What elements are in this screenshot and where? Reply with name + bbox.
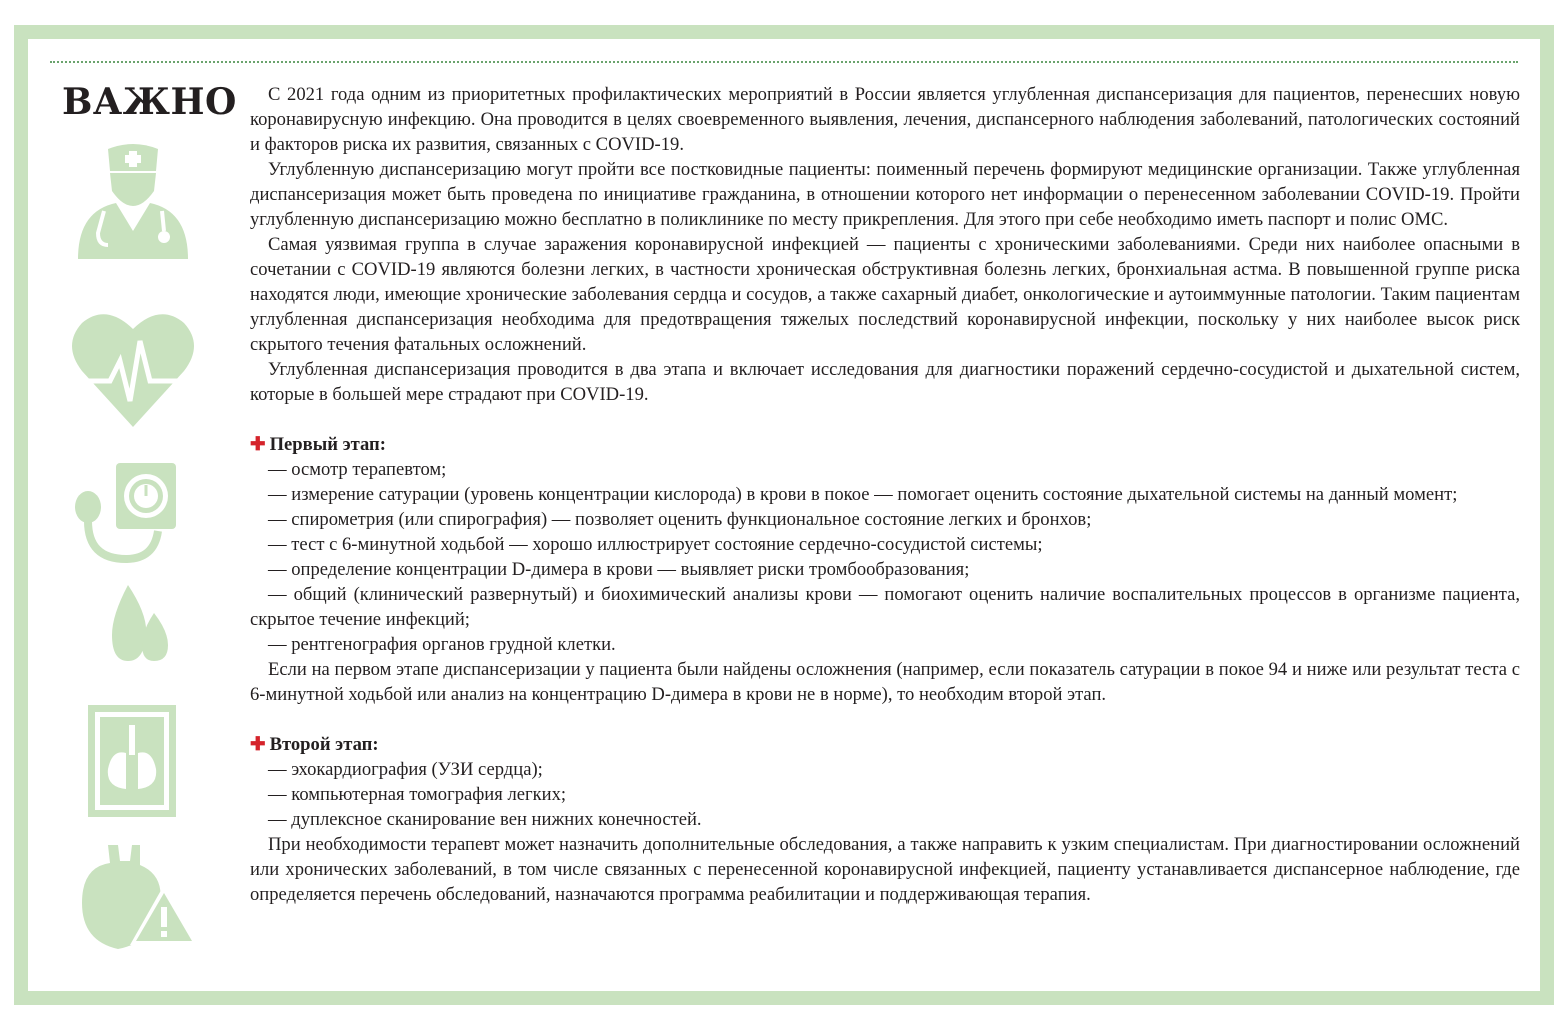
- stage2-note: При необходимости терапевт может назначить дополнительные обследования, а также направить к узким специалистам. При диагностировании осложнений или хронических заболеваний, в том числе связанных с перенесенной коронавирусной инфекцией, пациенту устанавливается диспансерное наблюдение, где определяется перечень обследований, назначаются программа реабилитации и поддерживающая терапия.: [250, 834, 1520, 905]
- red-cross-icon: ✚: [250, 434, 266, 455]
- stage1-item: — определение концентрации D-димера в крови — выявляет риски тромбообразования;: [268, 559, 970, 580]
- stage2-item: — эхокардиография (УЗИ сердца);: [268, 759, 543, 780]
- stage2-title: ✚ Второй этап:: [250, 734, 379, 755]
- intro-paragraph-2: Углубленную диспансеризацию могут пройти все постковидные пациенты: поименный перечень формируют медицинские организации. Также углубленная диспансеризация может быть проведена по инициативе гражданина, в отношении которого нет информации о перенесенном заболевании COVID-19. Пройти углубленную диспансеризацию можно бесплатно в поликлинике по месту прикрепления. Для этого при себе необходимо иметь паспорт и полис ОМС.: [250, 159, 1520, 230]
- stage1-title: ✚ Первый этап:: [250, 434, 386, 455]
- intro-paragraph-3: Самая уязвимая группа в случае заражения коронавирусной инфекцией — пациенты с хроническими заболеваниями. Среди них наиболее опасными в сочетании с COVID-19 являются болезни легких, в частности хроническая обструктивная болезнь легких, бронхиальная астма. В повышенной группе риска находятся люди, имеющие хронические заболевания сердца и сосудов, а также сахарный диабет, онкологические и аутоиммунные патологии. Таким пациентам углубленная диспансеризация необходима для предотвращения тяжелых последствий коронавирусной инфекции, поскольку у них наиболее высок риск скрытого течения фатальных осложнений.: [250, 234, 1520, 355]
- heart-warning-icon: [68, 841, 198, 951]
- lungs-xray-icon: [68, 703, 198, 819]
- blood-drops-icon: [68, 585, 198, 665]
- intro-paragraph-1: С 2021 года одним из приоритетных профилактических мероприятий в России является углубленная диспансеризация для пациентов, перенесших новую коронавирусную инфекцию. Она проводится в целях своевременного выявления, лечения, диспансерного наблюдения заболеваний, патологических состояний и факторов риска их развития, связанных с COVID-19.: [250, 84, 1520, 155]
- red-cross-icon: ✚: [250, 734, 266, 755]
- stage1-note: Если на первом этапе диспансеризации у пациента были найдены осложнения (например, если показатель сатурации в покое 94 и ниже или результат теста с 6-минутной ходьбой или анализ на концентрацию D-димера в крови не в норме), то необходим второй этап.: [250, 659, 1520, 705]
- stage2-item: — дуплексное сканирование вен нижних конечностей.: [268, 809, 702, 830]
- stage1-item: — общий (клинический развернутый) и биохимический анализы крови — помогают оценить наличие воспалительных процессов в организме пациента, скрытое течение инфекций;: [250, 584, 1520, 630]
- stage2-item: — компьютерная томография легких;: [268, 784, 567, 805]
- doctor-icon: [68, 141, 198, 261]
- stage1-item: — рентгенография органов грудной клетки.: [268, 634, 616, 655]
- box-heading: ВАЖНО: [62, 81, 237, 123]
- dotted-divider: [50, 61, 1518, 63]
- info-box: [14, 25, 1554, 1005]
- intro-paragraph-4: Углубленная диспансеризация проводится в два этапа и включает исследования для диагностики поражений сердечно-сосудистой и дыхательной систем, которые в большей мере страдают при COVID-19.: [250, 359, 1520, 405]
- stage1-item: — осмотр терапевтом;: [268, 459, 447, 480]
- icon-column: [68, 141, 198, 961]
- stage1-item: — измерение сатурации (уровень концентрации кислорода) в крови в покое — помогает оценить состояние дыхательной системы на данный момент;: [268, 484, 1458, 505]
- heart-pulse-icon: [68, 301, 198, 431]
- article-body: [250, 82, 1520, 907]
- tonometer-icon: [68, 459, 198, 569]
- stage1-item: — спирометрия (или спирография) — позволяет оценить функциональное состояние легких и бронхов;: [268, 509, 1092, 530]
- stage1-item: — тест с 6-минутной ходьбой — хорошо иллюстрирует состояние сердечно-сосудистой системы;: [268, 534, 1043, 555]
